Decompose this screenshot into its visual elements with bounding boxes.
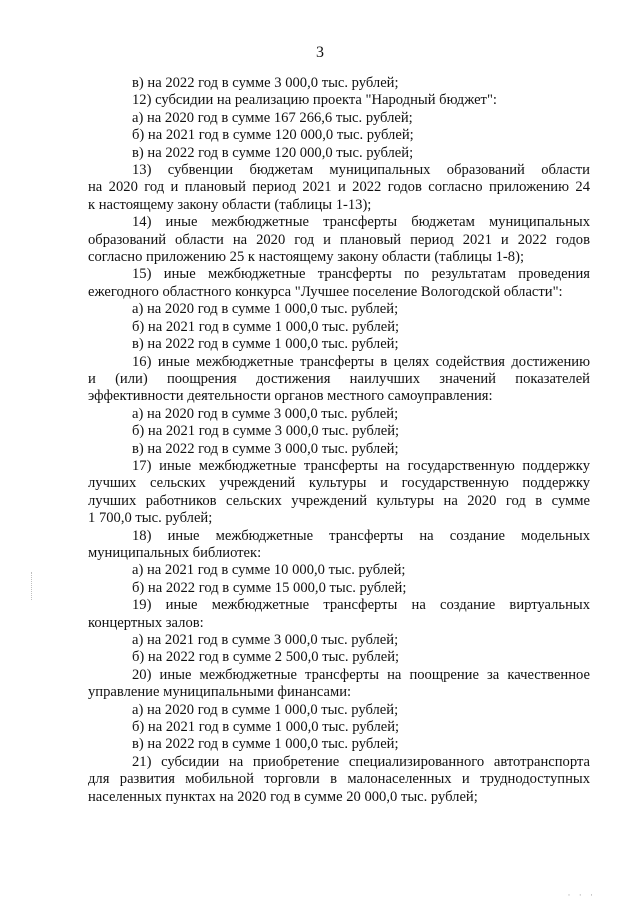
- paragraph-19-line: 19) иные межбюджетные трансферты на создание виртуальных: [132, 597, 590, 614]
- section-heading-12: 12) субсидии на реализацию проекта "Народный бюджет":: [132, 92, 497, 109]
- list-item: б) на 2022 год в сумме 15 000,0 тыс. рублей;: [132, 579, 407, 596]
- paragraph-17-line: лучших работников сельских учреждений культуры на 2020 год в сумме: [88, 492, 590, 509]
- list-item: б) на 2021 год в сумме 3 000,0 тыс. рублей;: [132, 423, 400, 440]
- list-item: в) на 2022 год в сумме 1 000,0 тыс. рублей;: [132, 336, 399, 353]
- list-item: а) на 2020 год в сумме 167 266,6 тыс. рублей;: [132, 109, 413, 126]
- paragraph-21-line: для развития мобильной торговли в малонаселенных и труднодоступных: [88, 771, 590, 788]
- paragraph-13-line: 13) субвенции бюджетам муниципальных образований области: [132, 162, 590, 179]
- list-item: а) на 2020 год в сумме 1 000,0 тыс. рублей;: [132, 701, 399, 718]
- paragraph-14-line: согласно приложению 25 к настоящему закону области (таблицы 1-8);: [88, 249, 524, 266]
- list-item: б) на 2021 год в сумме 1 000,0 тыс. рублей;: [132, 719, 400, 736]
- page-number: 3: [316, 44, 324, 61]
- list-item: а) на 2020 год в сумме 3 000,0 тыс. рублей;: [132, 405, 399, 422]
- list-item: б) на 2022 год в сумме 2 500,0 тыс. рублей;: [132, 649, 400, 666]
- paragraph-19-line: концертных залов:: [88, 614, 204, 631]
- list-item: а) на 2021 год в сумме 10 000,0 тыс. рублей;: [132, 562, 406, 579]
- list-item: в) на 2022 год в сумме 1 000,0 тыс. рублей;: [132, 736, 399, 753]
- paragraph-16-line: эффективности деятельности органов местного самоуправления:: [88, 388, 493, 405]
- paragraph-18-line: 18) иные межбюджетные трансферты на создание модельных: [132, 527, 590, 544]
- paragraph-16-line: 16) иные межбюджетные трансферты в целях содействия достижению: [132, 353, 590, 370]
- paragraph-15-line: 15) иные межбюджетные трансферты по результатам проведения: [132, 266, 590, 283]
- document-body: [88, 75, 590, 806]
- paragraph-14-line: образований области на 2020 год и плановый период 2021 и 2022 годов: [88, 231, 590, 248]
- paragraph-17-line: 17) иные межбюджетные трансферты на государственную поддержку: [132, 457, 590, 474]
- paragraph-16-line: и (или) поощрения достижения наилучших значений показателей: [88, 370, 590, 387]
- list-item: а) на 2021 год в сумме 3 000,0 тыс. рублей;: [132, 632, 399, 648]
- paragraph-15-line: ежегодного областного конкурса "Лучшее поселение Вологодской области":: [88, 283, 563, 300]
- paragraph-17-line: лучших сельских учреждений культуры и государственную поддержку: [88, 475, 590, 492]
- paragraph-21-line: 21) субсидии на приобретение специализированного автотранспорта: [132, 753, 590, 770]
- list-item: в) на 2022 год в сумме 3 000,0 тыс. рублей;: [132, 440, 399, 457]
- list-item: а) на 2020 год в сумме 1 000,0 тыс. рублей;: [132, 301, 399, 318]
- list-item: б) на 2021 год в сумме 1 000,0 тыс. рублей;: [132, 318, 400, 335]
- footer-marks: · · ·: [567, 890, 596, 900]
- paragraph-17-line: 1 700,0 тыс. рублей;: [88, 510, 213, 527]
- list-item: в) на 2022 год в сумме 3 000,0 тыс. рублей;: [132, 75, 399, 91]
- paragraph-13-line: к настоящему закону области (таблицы 1-13);: [88, 196, 372, 213]
- list-item: б) на 2021 год в сумме 120 000,0 тыс. рублей;: [132, 127, 414, 144]
- paragraph-20-line: 20) иные межбюджетные трансферты на поощрение за качественное: [132, 666, 590, 683]
- list-item: в) на 2022 год в сумме 120 000,0 тыс. рублей;: [132, 144, 414, 161]
- paragraph-21-line: населенных пунктах на 2020 год в сумме 20 000,0 тыс. рублей;: [88, 788, 478, 805]
- paragraph-13-line: на 2020 год и плановый период 2021 и 2022 годов согласно приложению 24: [88, 179, 590, 196]
- paragraph-14-line: 14) иные межбюджетные трансферты бюджетам муниципальных: [132, 214, 590, 231]
- scan-margin-mark: [31, 572, 33, 600]
- paragraph-20-line: управление муниципальными финансами:: [88, 684, 352, 701]
- paragraph-18-line: муниципальных библиотек:: [88, 544, 262, 561]
